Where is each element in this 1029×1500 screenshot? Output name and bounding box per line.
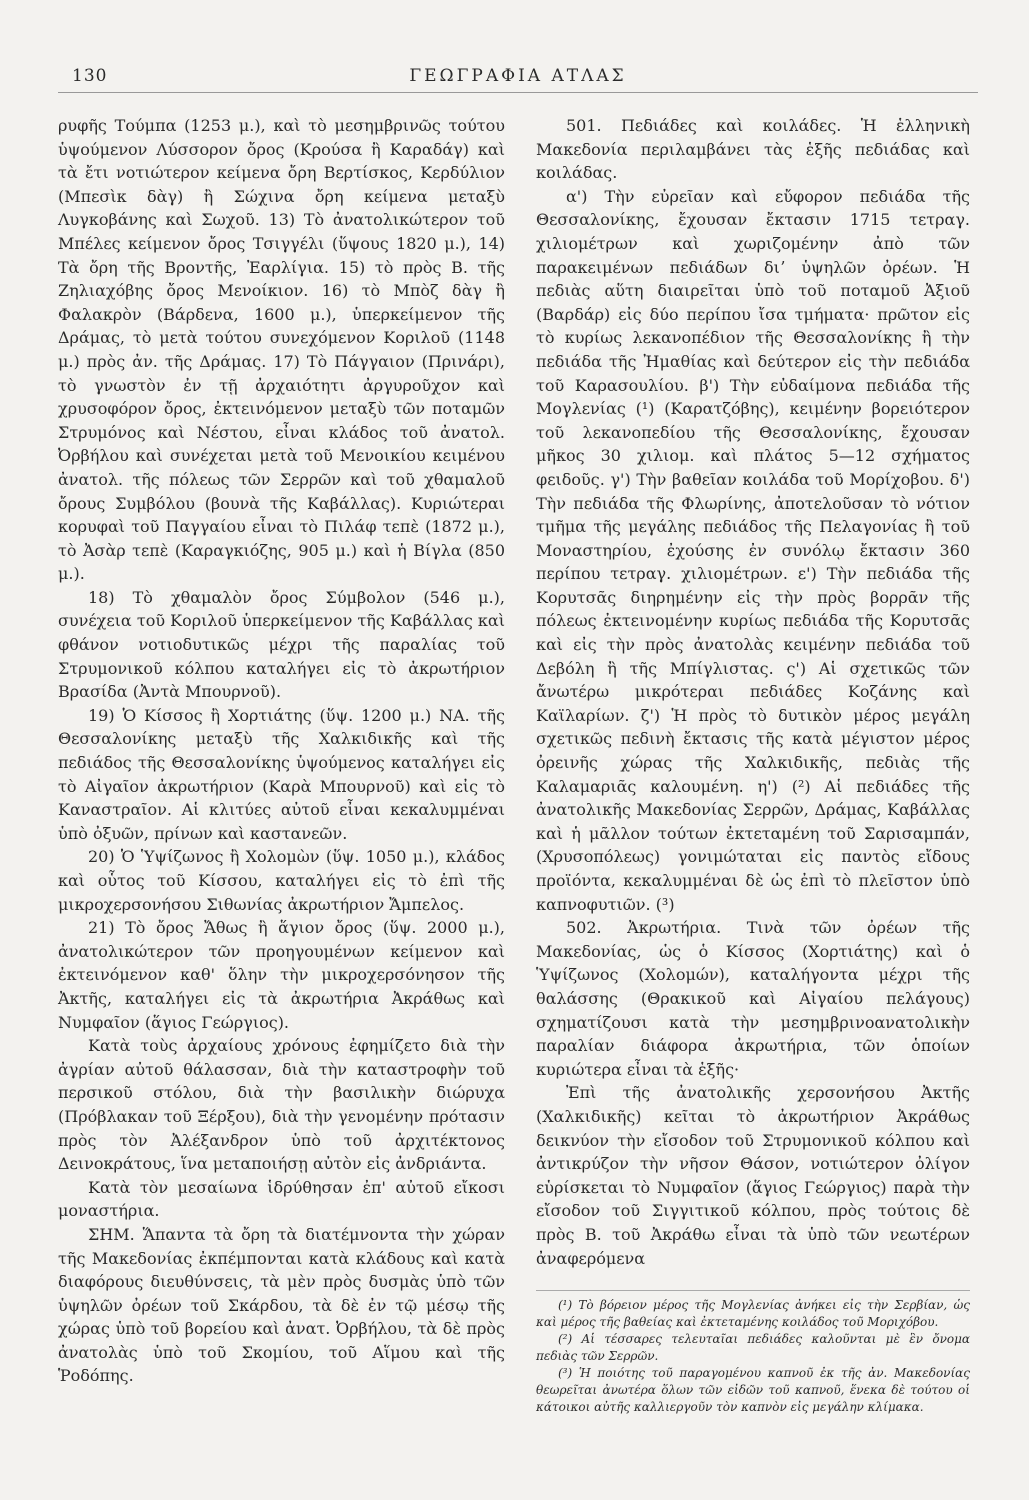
footnote-1: (¹) Τὸ βόρειον μέρος τῆς Μογλενίας ἀνήκει εἰς τὴν Σερβίαν, ὡς καὶ μέρος τῆς βαθείας καὶ ἐκτεταμένης κοιλάδος τοῦ Μοριχόβου. [536,1298,970,1330]
footnote-3: (³) Ἡ ποιότης τοῦ παραγομένου καπνοῦ ἐκ τῆς ἀν. Μακεδονίας θεωρεῖται ἀνωτέρα ὅλων τῶν εἰδῶν τοῦ καπνοῦ, ἕνεκα δὲ τούτου οἱ κάτοικοι αὐτῆς καλλιεργοῦν τὸν καπνὸν εἰς μεγάλην κλίμακα. [536,1366,970,1415]
paragraph: 19) Ὁ Κίσσος ἢ Χορτιάτης (ὕψ. 1200 μ.) ΝΑ. τῆς Θεσσαλονίκης μεταξὺ τῆς Χαλκιδικῆς καὶ τῆς πεδιάδος τῆς Θεσσαλονίκης ὑψούμενος καταλήγει εἰς τὸ Αἰγαῖον ἀκρωτήριον (Καρὰ Μπουρνοῦ) καὶ εἰς τὸ Καναστραῖον. Αἱ κλιτύες αὐτοῦ εἶναι κεκαλυμμέναι ὑπὸ ὀξυῶν, πρίνων καὶ καστανεῶν. [58,705,505,843]
paragraph: Κατὰ τὸν μεσαίωνα ἱδρύθησαν ἐπ' αὐτοῦ εἴκοσι μοναστήρια. [58,1177,505,1221]
note-paragraph: ΣΗΜ. Ἅπαντα τὰ ὄρη τὰ διατέμνοντα τὴν χώραν τῆς Μακεδονίας ἐκπέμπονται κατὰ κλάδους καὶ κατὰ διαφόρους διευθύνσεις, τὰ μὲν πρὸς δυσμὰς ὑπὸ τῶν ὑψηλῶν ὀρέων τοῦ Σκάρδου, τὰ δὲ ἐν τῷ μέσῳ τῆς χώρας ὑπὸ τοῦ βορείου καὶ ἀνατ. Ὀρβήλου, τὰ δὲ πρὸς ἀνατολὰς ὑπὸ τοῦ Σκομίου, τοῦ Αἵμου καὶ τῆς Ῥοδόπης. [58,1224,505,1386]
header-rule [58,92,978,93]
left-column [58,114,505,1388]
paragraph: α') Τὴν εὐρεῖαν καὶ εὔφορον πεδιάδα τῆς Θεσσαλονίκης, ἔχουσαν ἔκτασιν 1715 τετραγ. χιλιομέτρων καὶ χωριζομένην ἀπὸ τῶν παρακειμένων πεδιάδων διʼ ὑψηλῶν ὀρέων. Ἡ πεδιὰς αὕτη διαιρεῖται ὑπὸ τοῦ ποταμοῦ Ἀξιοῦ (Βαρδάρ) εἰς δύο περίπου ἴσα τμήματα· πρῶτον εἰς τὸ κυρίως λεκανοπέδιον τῆς Θεσσαλονίκης ἢ τὴν πεδιάδα τῆς Ἠμαθίας καὶ δεύτερον εἰς τὴν πεδιάδα τοῦ Καρασουλίου. β') Τὴν εὐδαίμονα πεδιάδα τῆς Μογλενίας (¹) (Καρατζόβης), κειμένην βορειότερον τοῦ λεκανοπεδίου τῆς Θεσσαλονίκης, ἔχουσαν μῆκος 30 χιλιομ. καὶ πλάτος 5—12 σχήματος φειδοῦς. γ') Τὴν βαθεῖαν κοιλάδα τοῦ Μορίχοβου. δ') Τὴν πεδιάδα τῆς Φλωρίνης, ἀποτελοῦσαν τὸ νότιον τμῆμα τῆς μεγάλης πεδιάδος τῆς Πελαγονίας ἢ τοῦ Μοναστηρίου, ἐχούσης ἐν συνόλῳ ἔκτασιν 360 περίπου τετραγ. χιλιομέτρων. ε') Τὴν πεδιάδα τῆς Κορυτσᾶς διηρημένην εἰς τὴν πρὸς βορρᾶν τῆς πόλεως ἐκτεινομένην κυρίως πεδιάδα τῆς Κορυτσᾶς καὶ εἰς τὴν πρὸς ἀνατολὰς κειμένην πεδιάδα τοῦ Δεβόλη ἢ τῆς Μπίγλιστας. ς') Αἱ σχετικῶς τῶν ἄνωτέρω μικρότεραι πεδιάδες Κοζάνης καὶ Καϊλαρίων. ζ') Ἡ πρὸς τὸ δυτικὸν μέρος μεγάλη σχετικῶς πεδινὴ ἔκτασις τῆς κατὰ μέγιστον μέρος ὀρεινῆς χώρας τῆς Χαλκιδικῆς, πεδιὰς τῆς Καλαμαριᾶς καλουμένη. η') (²) Αἱ πεδιάδες τῆς ἀνατολικῆς Μακεδονίας Σερρῶν, Δράμας, Καβάλλας καὶ ἡ μᾶλλον τούτων ἐκτεταμένη τοῦ Σαρισαμπάν, (Χρυσοπόλεως) γονιμώταται εἰς παντὸς εἴδους προϊόντα, κεκαλυμμέναι δὲ ὡς ἐπὶ τὸ πλεῖστον ὑπὸ καπνοφυτιῶν. (³) [536,186,970,914]
page-header [58,66,978,90]
footnote-2: (²) Αἱ τέσσαρες τελευταῖαι πεδιάδες καλοῦνται μὲ ἓν ὄνομα πεδιὰς τῶν Σερρῶν. [536,1332,970,1364]
paragraph: Κατὰ τοὺς ἀρχαίους χρόνους ἐφημίζετο διὰ τὴν ἀγρίαν αὐτοῦ θάλασσαν, διὰ τὴν καταστροφὴν τοῦ περσικοῦ στόλου, διὰ τὴν βασιλικὴν διώρυχα (Πρόβλακαν τοῦ Ξέρξου), διὰ τὴν γενομένην πρότασιν πρὸς τὸν Ἀλέξανδρον ὑπὸ τοῦ ἀρχιτέκτονος Δεινοκράτους, ἵνα μεταποιήσῃ αὐτὸν εἰς ἀνδριάντα. [58,1036,505,1174]
right-column [536,114,970,1416]
paragraph: ρυφῆς Τούμπα (1253 μ.), καὶ τὸ μεσημβρινῶς τούτου ὑψούμενον Λύσσορον ὄρος (Κρούσα ἢ Καραδάγ) καὶ τὰ ἔτι νοτιώτερον κείμενα ὄρη Βερτίσκος, Κερδύλιον (Μπεσὶκ δὰγ) ἢ Σώχινα ὄρη κείμενα μεταξὺ Λυγκοβάνης καὶ Σωχοῦ. 13) Τὸ ἀνατολικώτερον τοῦ Μπέλες κείμενον ὄρος Τσιγγέλι (ὕψους 1820 μ.), 14) Τὰ ὄρη τῆς Βροντῆς, Ἐαρλίγια. 15) τὸ πρὸς Β. τῆς Ζηλιαχόβης ὄρος Μενοίκιον. 16) τὸ Μπὸζ δὰγ ἢ Φαλακρὸν (Βάρδενα, 1600 μ.), ὑπερκείμενον τῆς Δράμας, τὸ μετὰ τούτου συνεχόμενον Κοριλοῦ (1148 μ.) πρὸς ἀν. τῆς Δράμας. 17) Τὸ Πάγγαιον (Πρινάρι), τὸ γνωστὸν ἐν τῇ ἀρχαιότητι ἀργυροῦχον καὶ χρυσοφόρον ὄρος, ἐκτεινόμενον μεταξὺ τῶν ποταμῶν Στρυμόνος καὶ Νέστου, εἶναι κλάδος τοῦ ἀνατολ. Ὀρβήλου καὶ συνέχεται μετὰ τοῦ Μενοικίου κειμένου ἀνατολ. τῆς πόλεως τῶν Σερρῶν καὶ τοῦ χθαμαλοῦ ὄρους Συμβόλου (βουνὰ τῆς Καβάλλας). Κυριώτεραι κορυφαὶ τοῦ Παγγαίου εἶναι τὸ Πιλάφ τεπὲ (1872 μ.), τὸ Ἀσὰρ τεπὲ (Καραγκιόζης, 905 μ.) καὶ ἡ Βίγλα (850 μ.). [58,116,505,584]
paragraph: Ἐπὶ τῆς ἀνατολικῆς χερσονήσου Ἀκτῆς (Χαλκιδικῆς) κεῖται τὸ ἀκρωτήριον Ἀκράθως δεικνύον τὴν εἴσοδον τοῦ Στρυμονικοῦ κόλπου καὶ ἀντικρύζον τὴν νῆσον Θάσον, νοτιώτερον ὀλίγον εὑρίσκεται τὸ Νυμφαῖον (ἅγιος Γεώργιος) παρὰ τὴν εἴσοδον τοῦ Σιγγιτικοῦ κόλπου, πρὸς τούτοις δὲ πρὸς Β. τοῦ Ἀκράθω εἶναι τὰ ὑπὸ τῶν νεωτέρων ἀναφερόμενα [536,1083,970,1268]
section-502: 502. Ἀκρωτήρια. Τινὰ τῶν ὀρέων τῆς Μακεδονίας, ὡς ὁ Κίσσος (Χορτιάτης) καὶ ὁ Ὑψίζωνος (Χολομών), καταλήγοντα μέχρι τῆς θαλάσσης (Θρακικοῦ καὶ Αἰγαίου πελάγους) σχηματίζουσι κατὰ τὴν μεσημβρινοανατολικὴν παραλίαν διάφορα ἀκρωτήρια, τῶν ὁποίων κυριώτερα εἶναι τὰ ἑξῆς· [536,918,970,1079]
paragraph: 20) Ὁ Ὑψίζωνος ἢ Χολομὼν (ὕψ. 1050 μ.), κλάδος καὶ οὗτος τοῦ Κίσσου, καταλήγει εἰς τὸ ἐπὶ τῆς μικροχερσονήσου Σιθωνίας ἀκρωτήριον Ἄμπελος. [58,847,505,914]
paragraph: 18) Τὸ χθαμαλὸν ὄρος Σύμβολον (546 μ.), συνέχεια τοῦ Κοριλοῦ ὑπερκείμενον τῆς Καβάλλας καὶ φθάνον νοτιοδυτικῶς μέχρι τῆς παραλίας τοῦ Στρυμονικοῦ κόλπου καταλήγει εἰς τὸ ἀκρωτήριον Βρασίδα (Ἀντὰ Μπουρνοῦ). [58,587,505,702]
footnote-rule [536,1290,970,1291]
running-head: ΓΕΩΓΡΑΦΙΑ ΑΤΛΑΣ [409,66,627,86]
page-number: 130 [72,66,108,86]
section-501: 501. Πεδιάδες καὶ κοιλάδες. Ἡ ἑλληνικὴ Μακεδονία περιλαμβάνει τὰς ἑξῆς πεδιάδας καὶ κοιλάδας. [536,116,970,183]
paragraph: 21) Τὸ ὄρος Ἄθως ἢ ἅγιον ὄρος (ὕψ. 2000 μ.), ἀνατολικώτερον τῶν προηγουμένων κείμενον καὶ ἐκτεινόμενον καθ' ὅλην τὴν μικροχερσόνησον τῆς Ἀκτῆς, καταλήγει εἰς τὰ ἀκρωτήρια Ἀκράθως καὶ Νυμφαῖον (ἅγιος Γεώργιος). [58,918,505,1032]
